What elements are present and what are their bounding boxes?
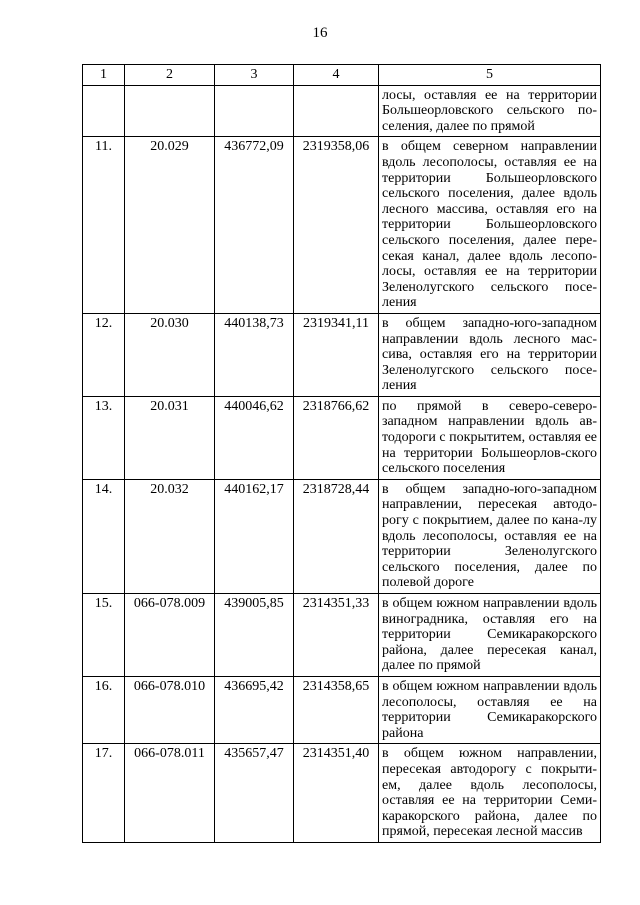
point-id: 20.032 [125, 479, 215, 593]
point-id: 066-078.011 [125, 744, 215, 843]
route-description: в общем западно-юго-западном направлении вдоль лесного мас-сива, оставляя его на территории Зеленолугского сельского посе-ления [379, 313, 601, 396]
route-description: в общем северном направлении вдоль лесополосы, оставляя ее на территории Большеорловского сельского поселения, далее вдоль лесного массива, оставляя его на территории Большеорловского сельского поселения, далее пере-секая канал, далее вдоль лесопо-лосы, оставляя ее на территории Зеленолугского сельского посе-ления [379, 137, 601, 314]
boundary-table [82, 64, 601, 843]
table-header-row [83, 65, 601, 86]
route-description: в общем южном направлении, пересекая автодорогу с покрыти-ем, далее вдоль лесополосы, оставляя ее на территории Семи-каракорского района, далее по прямой, пересекая лесной массив [379, 744, 601, 843]
table-row [83, 137, 601, 314]
point-id: 20.030 [125, 313, 215, 396]
table-row [83, 396, 601, 479]
row-number: 13. [83, 396, 125, 479]
route-description: в общем южном направлении вдоль виноградника, оставляя его на территории Семикаракорского района, далее пересекая канал, далее по прямой [379, 594, 601, 677]
coordinate-x: 440138,73 [215, 313, 294, 396]
continuation-row [83, 85, 601, 137]
point-id: 066-078.009 [125, 594, 215, 677]
column-header-3: 3 [215, 65, 294, 86]
table-row [83, 313, 601, 396]
coordinate-y: 2319358,06 [294, 137, 379, 314]
column-header-5: 5 [379, 65, 601, 86]
row-number: 12. [83, 313, 125, 396]
coordinate-x: 439005,85 [215, 594, 294, 677]
route-description: в общем южном направлении вдоль лесополосы, оставляя ее на территории Семикаракорского района [379, 676, 601, 743]
table-row [83, 479, 601, 593]
column-header-4: 4 [294, 65, 379, 86]
coordinate-x: 436695,42 [215, 676, 294, 743]
row-number: 11. [83, 137, 125, 314]
point-id: 20.031 [125, 396, 215, 479]
row-number: 16. [83, 676, 125, 743]
coordinate-x: 440162,17 [215, 479, 294, 593]
column-header-2: 2 [125, 65, 215, 86]
table-row [83, 676, 601, 743]
continuation-description: лосы, оставляя ее на территории Большеорловского сельского по-селения, далее по прямой [379, 85, 601, 137]
coordinate-y: 2318728,44 [294, 479, 379, 593]
column-header-1: 1 [83, 65, 125, 86]
route-description: по прямой в северо-северо-западном направлении вдоль ав-тодороги с покрытитем, оставляя ее на территории Большеорлов-ского сельского поселения [379, 396, 601, 479]
table-row [83, 744, 601, 843]
coordinate-y: 2314351,33 [294, 594, 379, 677]
row-number: 14. [83, 479, 125, 593]
table-row [83, 594, 601, 677]
coordinate-y: 2314351,40 [294, 744, 379, 843]
row-number: 15. [83, 594, 125, 677]
route-description: в общем западно-юго-западном направлении, пересекая автодо-рогу с покрытием, далее по кана-лу вдоль лесополосы, оставляя ее на территории Зеленолугского сельского поселения, далее по полевой дороге [379, 479, 601, 593]
coordinate-x: 435657,47 [215, 744, 294, 843]
point-id: 066-078.010 [125, 676, 215, 743]
coordinate-y: 2318766,62 [294, 396, 379, 479]
page-number: 16 [312, 25, 328, 41]
coordinate-x: 436772,09 [215, 137, 294, 314]
coordinate-x: 440046,62 [215, 396, 294, 479]
point-id: 20.029 [125, 137, 215, 314]
coordinate-y: 2314358,65 [294, 676, 379, 743]
coordinate-y: 2319341,11 [294, 313, 379, 396]
row-number: 17. [83, 744, 125, 843]
